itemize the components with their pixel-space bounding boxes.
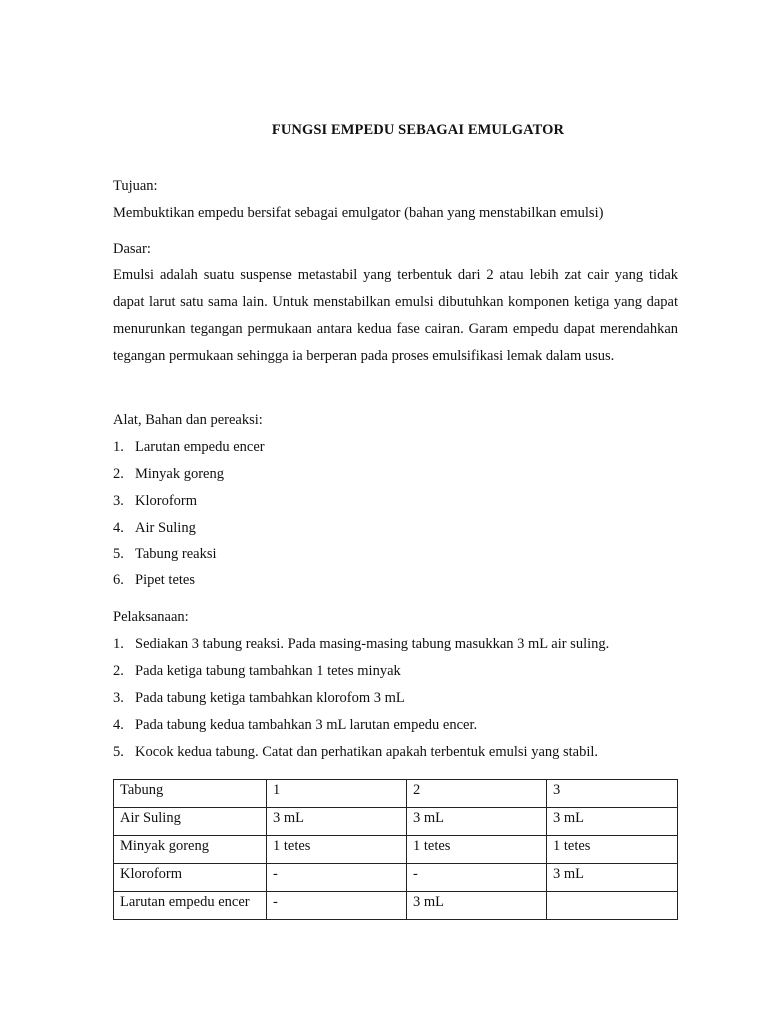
table-row (114, 892, 678, 920)
list-item-number: 2. (113, 466, 124, 482)
table-cell: 3 mL (267, 808, 407, 836)
list-item-number: 4. (113, 520, 124, 536)
list-item-number: 3. (113, 690, 124, 706)
list-item (113, 636, 609, 653)
dasar-paragraph: Emulsi adalah suatu suspense metastabil yang terbentuk dari 2 atau lebih zat cair yang tidak dapat larut satu sama lain. Untuk menstabilkan emulsi dibutuhkan komponen ketiga yang dapat menurunkan tegangan permukaan antara kedua fase cairan. Garam empedu dapat merendahkan tegangan permukaan sehingga ia berperan pada proses emulsifikasi lemak dalam usus. (113, 267, 678, 364)
list-item-text: Minyak goreng (135, 466, 224, 482)
list-item-text: Pada tabung ketiga tambahkan klorofom 3 mL (135, 690, 405, 706)
list-item-number: 5. (113, 744, 124, 760)
list-item-text: Kocok kedua tabung. Catat dan perhatikan apakah terbentuk emulsi yang stabil. (135, 744, 599, 760)
list-item-text: Pada tabung kedua tambahkan 3 mL larutan empedu encer. (135, 717, 478, 733)
table-cell: 2 (407, 780, 547, 808)
list-item (113, 690, 405, 707)
table-cell (547, 892, 678, 920)
list-item-text: Air Suling (135, 520, 196, 536)
tujuan-text: Membuktikan empedu bersifat sebagai emulgator (bahan yang menstabilkan emulsi) (113, 205, 604, 221)
pelaksanaan-heading: Pelaksanaan: (113, 609, 189, 625)
list-item-text: Sediakan 3 tabung reaksi. Pada masing-masing tabung masukkan 3 mL air suling. (135, 636, 610, 652)
list-item-number: 6. (113, 572, 124, 588)
list-item (113, 663, 401, 680)
experiment-table (113, 779, 678, 920)
table-cell: 3 mL (547, 864, 678, 892)
table-cell: 1 (267, 780, 407, 808)
list-item (113, 493, 197, 510)
table-row (114, 780, 678, 808)
list-item-text: Pada ketiga tabung tambahkan 1 tetes minyak (135, 663, 401, 679)
list-item-number: 4. (113, 717, 124, 733)
table-cell: 3 mL (547, 808, 678, 836)
table-cell: Minyak goreng (114, 836, 267, 864)
table-cell: Larutan empedu encer (114, 892, 267, 920)
alat-heading: Alat, Bahan dan pereaksi: (113, 412, 263, 428)
list-item-text: Larutan empedu encer (135, 439, 265, 455)
list-item-number: 3. (113, 493, 124, 509)
list-item (113, 744, 598, 761)
table-cell: 3 (547, 780, 678, 808)
list-item-number: 1. (113, 439, 124, 455)
table-cell: 1 tetes (547, 836, 678, 864)
table-cell: Kloroform (114, 864, 267, 892)
table-cell: 3 mL (407, 808, 547, 836)
list-item-number: 2. (113, 663, 124, 679)
document-title: FUNGSI EMPEDU SEBAGAI EMULGATOR (271, 122, 565, 138)
table-row (114, 864, 678, 892)
dasar-heading: Dasar: (113, 241, 151, 257)
list-item-text: Pipet tetes (135, 572, 196, 588)
list-item (113, 439, 265, 456)
list-item-number: 1. (113, 636, 124, 652)
table-cell: - (267, 892, 407, 920)
tujuan-heading: Tujuan: (113, 178, 158, 194)
table-row (114, 808, 678, 836)
list-item (113, 546, 217, 563)
list-item (113, 572, 195, 589)
list-item (113, 520, 196, 537)
list-item-number: 5. (113, 546, 124, 562)
table-cell: - (407, 864, 547, 892)
list-item-text: Kloroform (135, 493, 198, 509)
table-cell: 1 tetes (267, 836, 407, 864)
table-cell: 3 mL (407, 892, 547, 920)
list-item (113, 466, 224, 483)
table-cell: - (267, 864, 407, 892)
table-row (114, 836, 678, 864)
table-cell: Air Suling (114, 808, 267, 836)
list-item (113, 717, 477, 734)
table-cell: 1 tetes (407, 836, 547, 864)
table-cell: Tabung (114, 780, 267, 808)
list-item-text: Tabung reaksi (135, 546, 217, 562)
